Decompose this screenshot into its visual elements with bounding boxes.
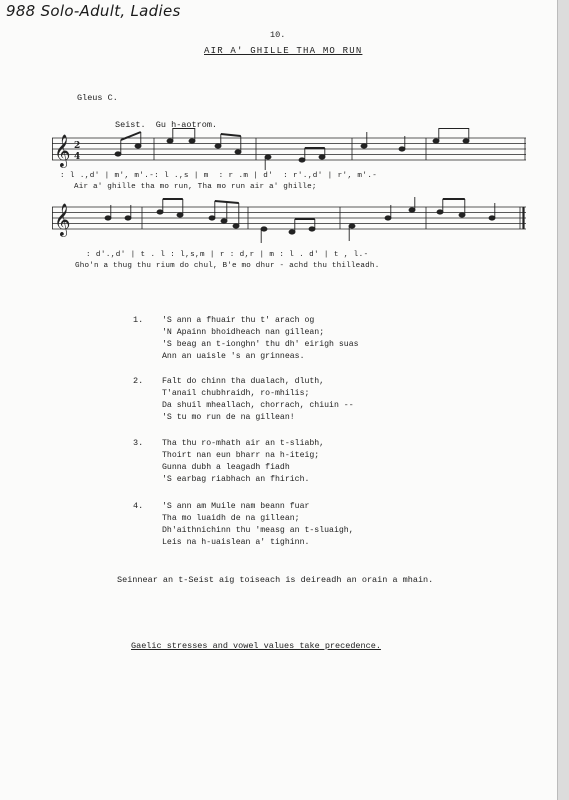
verse-line: T'anail chubhraidh, ro-mhilis; bbox=[162, 389, 310, 398]
verse-line: Dh'aithnichinn thu 'measg an t-sluaigh, bbox=[162, 526, 354, 535]
verse-line: 'S ann a fhuair thu t' arach og bbox=[162, 316, 315, 325]
music-staff-2 bbox=[52, 197, 528, 245]
lyrics-line-2: Gho'n a thug thu rium do chul, B'e mo dhur - achd thu thilleadh. bbox=[75, 262, 380, 270]
svg-text:4: 4 bbox=[74, 152, 81, 162]
solfa-line-2: : d'.,d' | t . l : l,s,m | r : d,r | m : l . d' | t , l.- bbox=[86, 251, 369, 259]
verse-line: Falt do chinn tha dualach, dluth, bbox=[162, 377, 325, 386]
lyrics-line-1: Air a' ghille tha mo run, Tha mo run air a' ghille; bbox=[74, 183, 317, 191]
verse-line: Gunna dubh a leagadh fiadh bbox=[162, 463, 290, 472]
verse-line: Tha mo luaidh de na gillean; bbox=[162, 514, 300, 523]
tempo-marking: Seist. Gu h-aotrom. bbox=[115, 120, 218, 130]
verse-line: 'S beag an t-ionghn' thu dh' eirigh suas bbox=[162, 340, 359, 349]
verse-line: 'N Apainn bhoidheach nan gillean; bbox=[162, 328, 325, 337]
verse-line: Tha thu ro-mhath air an t-sliabh, bbox=[162, 439, 325, 448]
time-signature: 2 bbox=[74, 141, 81, 151]
treble-clef-icon: 𝄞 bbox=[54, 134, 71, 167]
handwritten-annotation: 988 Solo-Adult, Ladies bbox=[6, 2, 181, 20]
verse-number: 4. bbox=[133, 501, 144, 511]
verse-line: 'S tu mo run de na gillean! bbox=[162, 413, 295, 422]
performance-instruction: Seinnear an t-Seist aig toiseach is deireadh an orain a mhain. bbox=[117, 575, 434, 585]
verse-line: Da shuil mheallach, chorrach, chiuin -- bbox=[162, 401, 354, 410]
verse-number: 2. bbox=[133, 376, 144, 386]
pronunciation-note: Gaelic stresses and vowel values take precedence. bbox=[131, 641, 381, 651]
key-signature-text: Gleus C. bbox=[77, 93, 118, 103]
solfa-line-1: : l .,d' | m', m'.-: l .,s | m : r .m | d' : r'.,d' | r', m'.- bbox=[60, 172, 378, 180]
verse-line: Thoirt nan eun bharr na h-iteig; bbox=[162, 451, 320, 460]
verse-line: 'S earbag riabhach an fhirich. bbox=[162, 475, 310, 484]
verse-line: Ann an uaisle 's an grinneas. bbox=[162, 352, 305, 361]
treble-clef-icon: 𝄞 bbox=[54, 203, 71, 236]
page-number: 10. bbox=[270, 30, 286, 40]
verse-number: 1. bbox=[133, 315, 144, 325]
verse-line: 'S ann am Muile nam beann fuar bbox=[162, 502, 310, 511]
verse-line: Leis na h-uaislean a' tighinn. bbox=[162, 538, 310, 547]
song-title: AIR A' GHILLE THA MO RUN bbox=[204, 46, 363, 56]
music-staff-1 bbox=[52, 128, 528, 170]
verse-number: 3. bbox=[133, 438, 144, 448]
